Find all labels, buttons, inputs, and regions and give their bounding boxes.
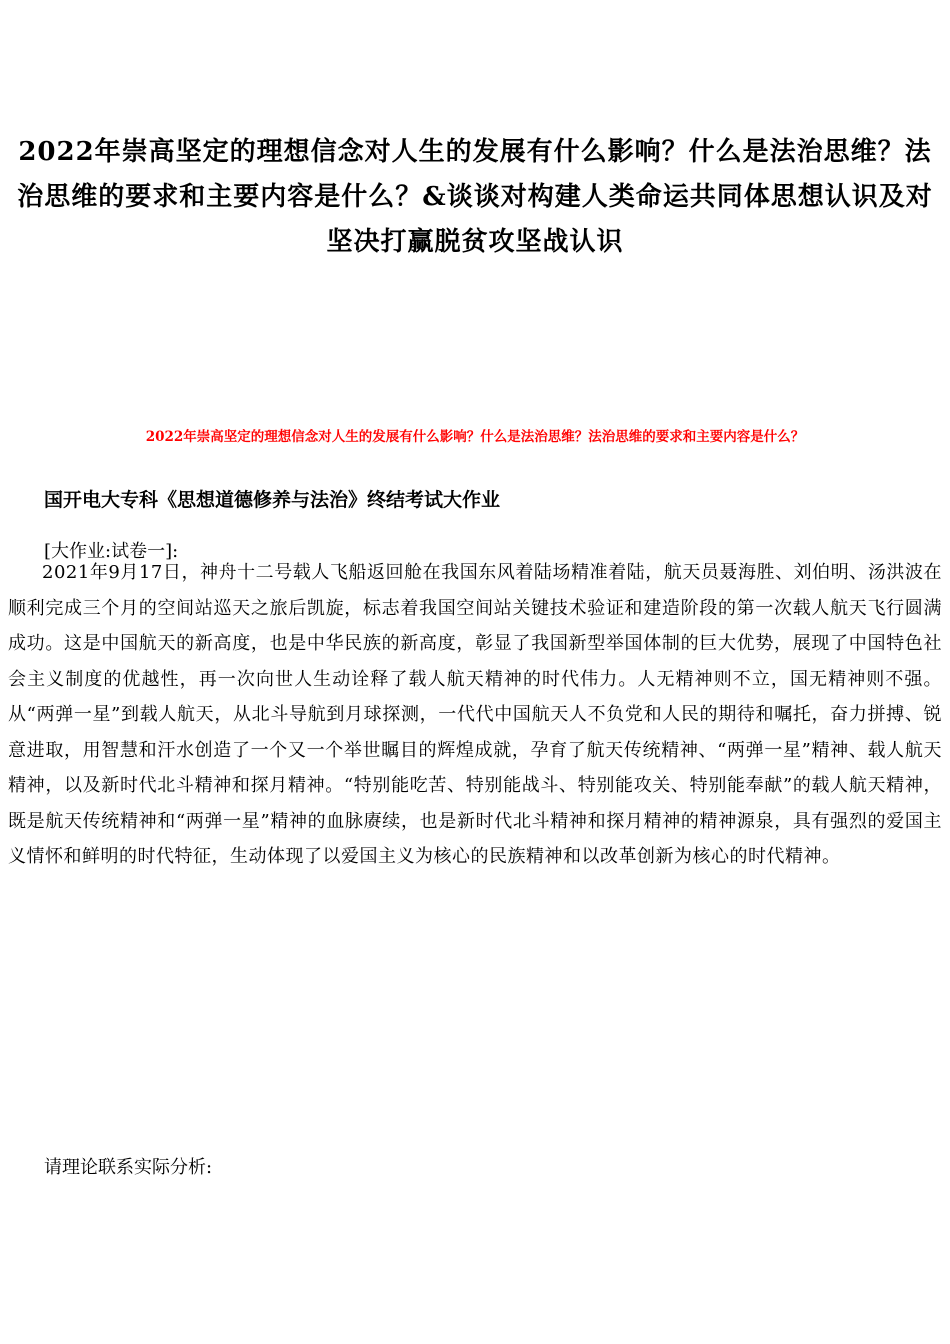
analysis-prompt: 请理论联系实际分析: <box>44 1157 213 1178</box>
body-paragraph: 2021年9月17日，神舟十二号载人飞船返回舱在我国东风着陆场精准着陆，航天员聂海胜、刘伯明、汤洪波在顺利完成三个月的空间站巡天之旅后凯旋，标志着我国空间站关键技术验证和建造阶段的第一次载人航天飞行圆满成功。这是中国航天的新高度，也是中华民族的新高度，彰显了我国新型举国体制的巨大优势，展现了中国特色社会主义制度的优越性，再一次向世人生动诠释了载人航天精神的时代伟力。人无精神则不立，国无精神则不强。从“两弹一星”到载人航天，从北斗导航到月球探测，一代代中国航天人不负党和人民的期待和嘱托，奋力拼搏、锐意进取，用智慧和汗水创造了一个又一个举世瞩目的辉煌成就，孕育了航天传统精神、“两弹一星”精神、载人航天精神，以及新时代北斗精神和探月精神。“特别能吃苦、特别能战斗、特别能攻关、特别能奉献”的载人航天精神，既是航天传统精神和“两弹一星”精神的血脉赓续，也是新时代北斗精神和探月精神的精神源泉，具有强烈的爱国主义情怀和鲜明的时代特征，生动体现了以爱国主义为核心的民族精神和以改革创新为核心的时代精神。 <box>8 562 942 867</box>
paper-label: [大作业:试卷一]: <box>44 541 179 562</box>
exam-title: 国开电大专科《思想道德修养与法治》终结考试大作业 <box>44 489 501 511</box>
red-subheading: 2022年崇高坚定的理想信念对人生的发展有什么影响？什么是法治思维？法治思维的要求和主要内容是什么？ <box>145 429 805 445</box>
document-main-title: 2022年崇高坚定的理想信念对人生的发展有什么影响？什么是法治思维？法治思维的要求和主要内容是什么？&谈谈对构建人类命运共同体思想认识及对坚决打赢脱贫攻坚战认识 <box>17 137 933 257</box>
